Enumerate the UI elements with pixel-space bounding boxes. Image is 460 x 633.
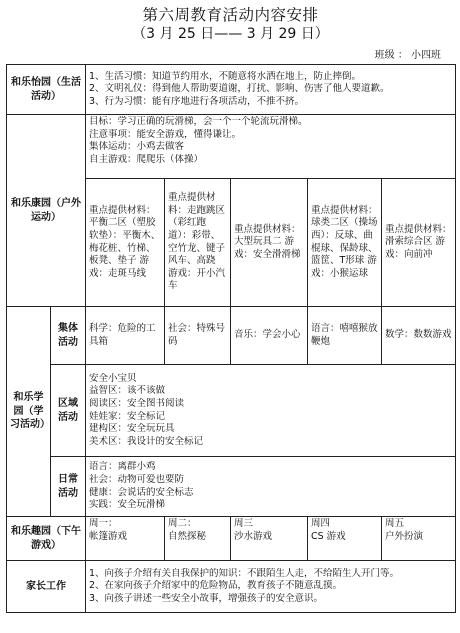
game-name: 帐篷游戏 — [89, 530, 128, 542]
outdoor-top-row — [7, 115, 456, 179]
game-name: 户外扮演 — [385, 530, 424, 542]
parents-content — [86, 561, 456, 613]
area-item: 益智区：该不该做 — [89, 385, 166, 397]
life-item: 2、文明礼仪：得到他人帮助要道谢，打扰、影响、伤害了他人要道歉。 — [89, 83, 390, 95]
area-activity-label: 区域活动 — [51, 365, 86, 457]
game-wed — [231, 517, 308, 561]
outdoor-day-tue: 重点提供材料：走跑跳区（彩红跑道）：彩带、空竹龙、键子 风车、高跷 游戏：开小汽车 — [165, 179, 231, 307]
outdoor-goal-line: 注意事项：能安全游戏，懂得谦让。 — [89, 128, 242, 140]
parents-item: 1、向孩子介绍有关自我保护的知识：不跟陌生人走，不给陌生人开门等。 — [89, 567, 400, 579]
daily-activity-label: 日常活动 — [51, 457, 86, 517]
game-day: 周一： — [89, 518, 118, 529]
parents-item: 2、在家向孩子介绍家中的危险物品，教育孩子不随意乱摸。 — [89, 580, 343, 592]
outdoor-goal-line: 集体运动：小鸡去做客 — [89, 141, 185, 153]
group-activity-label: 集体活动 — [51, 307, 86, 365]
game-tue — [165, 517, 231, 561]
game-thu — [308, 517, 382, 561]
games-row — [7, 517, 456, 561]
life-item: 1、生活习惯：知道节约用水，不随意将水洒在地上，防止摔倒。 — [89, 70, 362, 82]
life-label: 和乐怡园（生活活动） — [7, 65, 86, 115]
class-info: 班级 ： 小四班 — [374, 50, 441, 61]
game-name: 自然探秘 — [168, 530, 207, 542]
game-day: 周四 — [311, 518, 331, 529]
parents-item: 3、向孩子讲述一些安全小故事，增强孩子的安全意识。 — [89, 592, 324, 604]
group-item-mon: 科学：危险的工具箱 — [86, 307, 165, 365]
group-item-fri: 数学：数数游戏 — [382, 307, 456, 365]
games-label: 和乐趣园（下午游戏） — [7, 517, 86, 561]
life-row — [7, 65, 456, 115]
daily-item: 语言：离群小鸡 — [89, 461, 156, 473]
outdoor-day-mon: 重点提供材料：平衡二区（塑胶软垫）：平衡木、梅花桩、竹梯、板凳、垫子 游戏：走斑马线 — [86, 179, 165, 307]
learning-area-row — [7, 365, 456, 457]
learning-label: 和乐学园（学习活动） — [7, 307, 51, 517]
game-day: 周二： — [168, 518, 197, 529]
outdoor-day-thu: 重点提供材料：球类二区（操场西）：反球、曲棍球、保龄球、篮筐、T形球 游戏：小猴运球 — [308, 179, 382, 307]
date-range: （3 月 25 日—— 3 月 29 日） — [132, 26, 329, 42]
daily-activity-content — [86, 457, 456, 517]
area-item: 安全小宝贝 — [89, 372, 137, 384]
daily-item: 实践：安全玩滑梯 — [89, 499, 166, 511]
group-item-wed: 音乐：学会小心 — [231, 307, 308, 365]
outdoor-day-fri: 重点提供材料：滑索综合区 游戏：向前冲 — [382, 179, 456, 307]
parents-label: 家长工作 — [7, 561, 86, 613]
area-item: 建构区：安全玩玩具 — [89, 423, 175, 435]
outdoor-goals — [86, 115, 456, 179]
outdoor-goal-line: 目标：学习正确的玩滑梯，会一个一个轮流玩滑梯。 — [89, 116, 308, 127]
game-fri — [382, 517, 456, 561]
daily-item: 健康：会说话的安全标志 — [89, 486, 194, 498]
life-content — [86, 65, 456, 115]
game-day: 周三 — [234, 518, 254, 529]
area-item: 阅读区：安全图书阅读 — [89, 397, 185, 409]
game-mon — [86, 517, 165, 561]
learning-daily-row — [7, 457, 456, 517]
area-item: 美术区：我设计的安全标记 — [89, 435, 204, 447]
outdoor-label: 和乐康园（户外运动） — [7, 115, 86, 307]
group-item-tue: 社会：特殊号码 — [165, 307, 231, 365]
schedule-table — [6, 64, 456, 613]
life-item: 3、行为习惯：能有序地进行各项活动，不推不挤。 — [89, 95, 305, 107]
page-title: 第六周教育活动内容安排 — [142, 6, 319, 24]
game-name: 沙水游戏 — [234, 530, 273, 542]
learning-group-row — [7, 307, 456, 365]
outdoor-day-wed: 重点提供材料：大型玩具二 游戏：安全滑滑梯 — [231, 179, 308, 307]
outdoor-goal-line: 自主游戏：爬爬乐（体操） — [89, 153, 204, 165]
daily-item: 社会：动物可爱也要防 — [89, 473, 185, 485]
game-day: 周五 — [385, 518, 405, 529]
area-item: 娃娃家：安全标记 — [89, 410, 166, 422]
game-name: CS 游戏 — [311, 530, 346, 542]
parents-row — [7, 561, 456, 613]
area-activity-content — [86, 365, 456, 457]
group-item-thu: 语言：嘻嘻猴放鞭炮 — [308, 307, 382, 365]
